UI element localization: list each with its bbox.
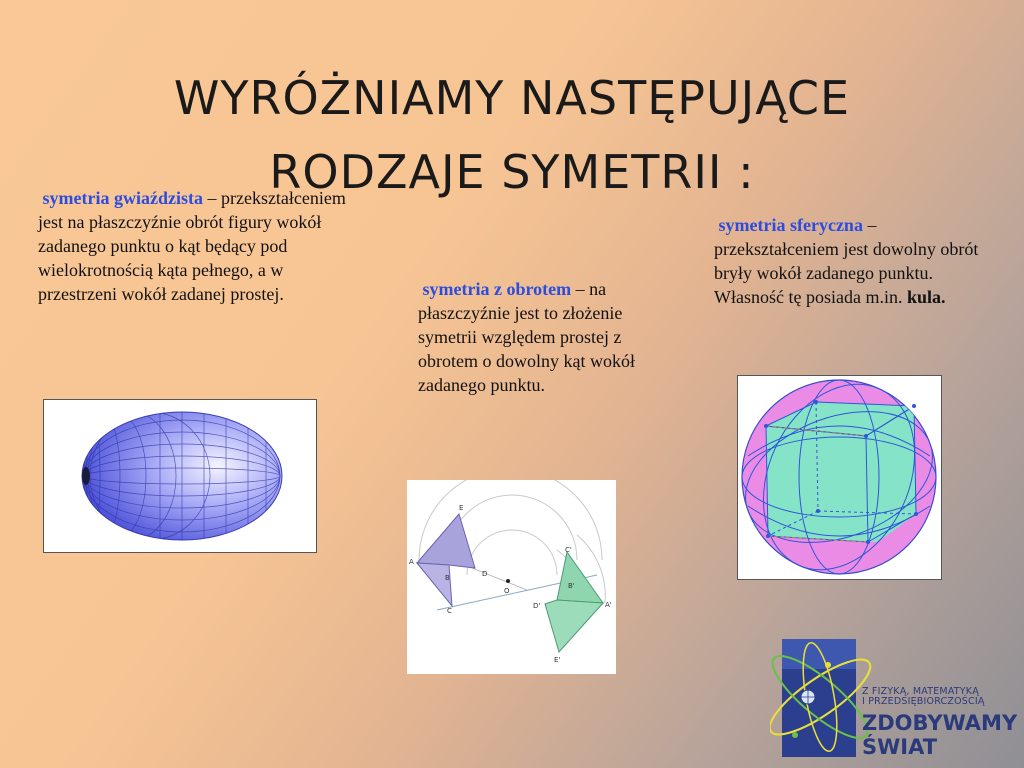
title-line-2: RODZAJE SYMETRII : [269, 144, 755, 199]
star-symmetry-text [38, 186, 358, 306]
logo-text [862, 687, 1017, 759]
logo-line-4: ŚWIAT [862, 735, 938, 759]
label-O: O [504, 587, 510, 595]
spherical-symmetry-example: kula. [906, 287, 946, 307]
rotation-symmetry-text [418, 277, 638, 397]
title-line-1: WYRÓŻNIAMY NASTĘPUJĄCE [173, 70, 851, 125]
spherical-symmetry-term: symetria sferyczna [718, 215, 863, 235]
label-B-prime: B' [568, 582, 575, 590]
logo-line-2: I PRZEDSIĘBIORCZOŚCIĄ [862, 696, 985, 707]
spherical-symmetry-text [714, 213, 994, 309]
label-E: E [459, 504, 464, 512]
label-B: B [445, 574, 450, 582]
rotation-symmetry-description: – na płaszczyźnie jest to złożenie symetrii względem prostej z obrotem o dowolny kąt wokół zadanego punktu. [418, 279, 635, 395]
label-C-prime: C' [565, 546, 572, 554]
ellipsoid-image [43, 399, 317, 553]
sphere-illustration [738, 376, 941, 579]
star-symmetry-description: – przekształceniem jest na płaszczyźnie obrót figury wokół zadanego punktu o kąt będący pod wielokrotnością kąta pełnego, a w przestrzeni wokół zadanej prostej. [38, 188, 346, 304]
rotation-symmetry-term: symetria z obrotem [422, 279, 572, 299]
label-C: C [447, 607, 452, 615]
label-A-prime: A' [605, 601, 612, 609]
ellipsoid-illustration [44, 400, 316, 552]
logo-line-1: Z FIZYKĄ, MATEMATYKĄ [862, 686, 979, 697]
logo-line-3: ZDOBYWAMY [862, 711, 1018, 735]
rotation-diagram [407, 480, 616, 674]
sphere-image [737, 375, 942, 580]
project-logo [770, 625, 1024, 765]
rotation-diagram-image [407, 480, 616, 674]
spherical-symmetry-description: – przekształceniem jest dowolny obrót bryły wokół zadanego punktu. Własność tę posiada m.in. [714, 215, 979, 307]
label-D-prime: D' [533, 602, 541, 610]
star-symmetry-term: symetria gwiaździsta [42, 188, 203, 208]
label-D: D [482, 570, 488, 578]
label-A: A [409, 558, 414, 566]
label-E-prime: E' [554, 656, 561, 664]
